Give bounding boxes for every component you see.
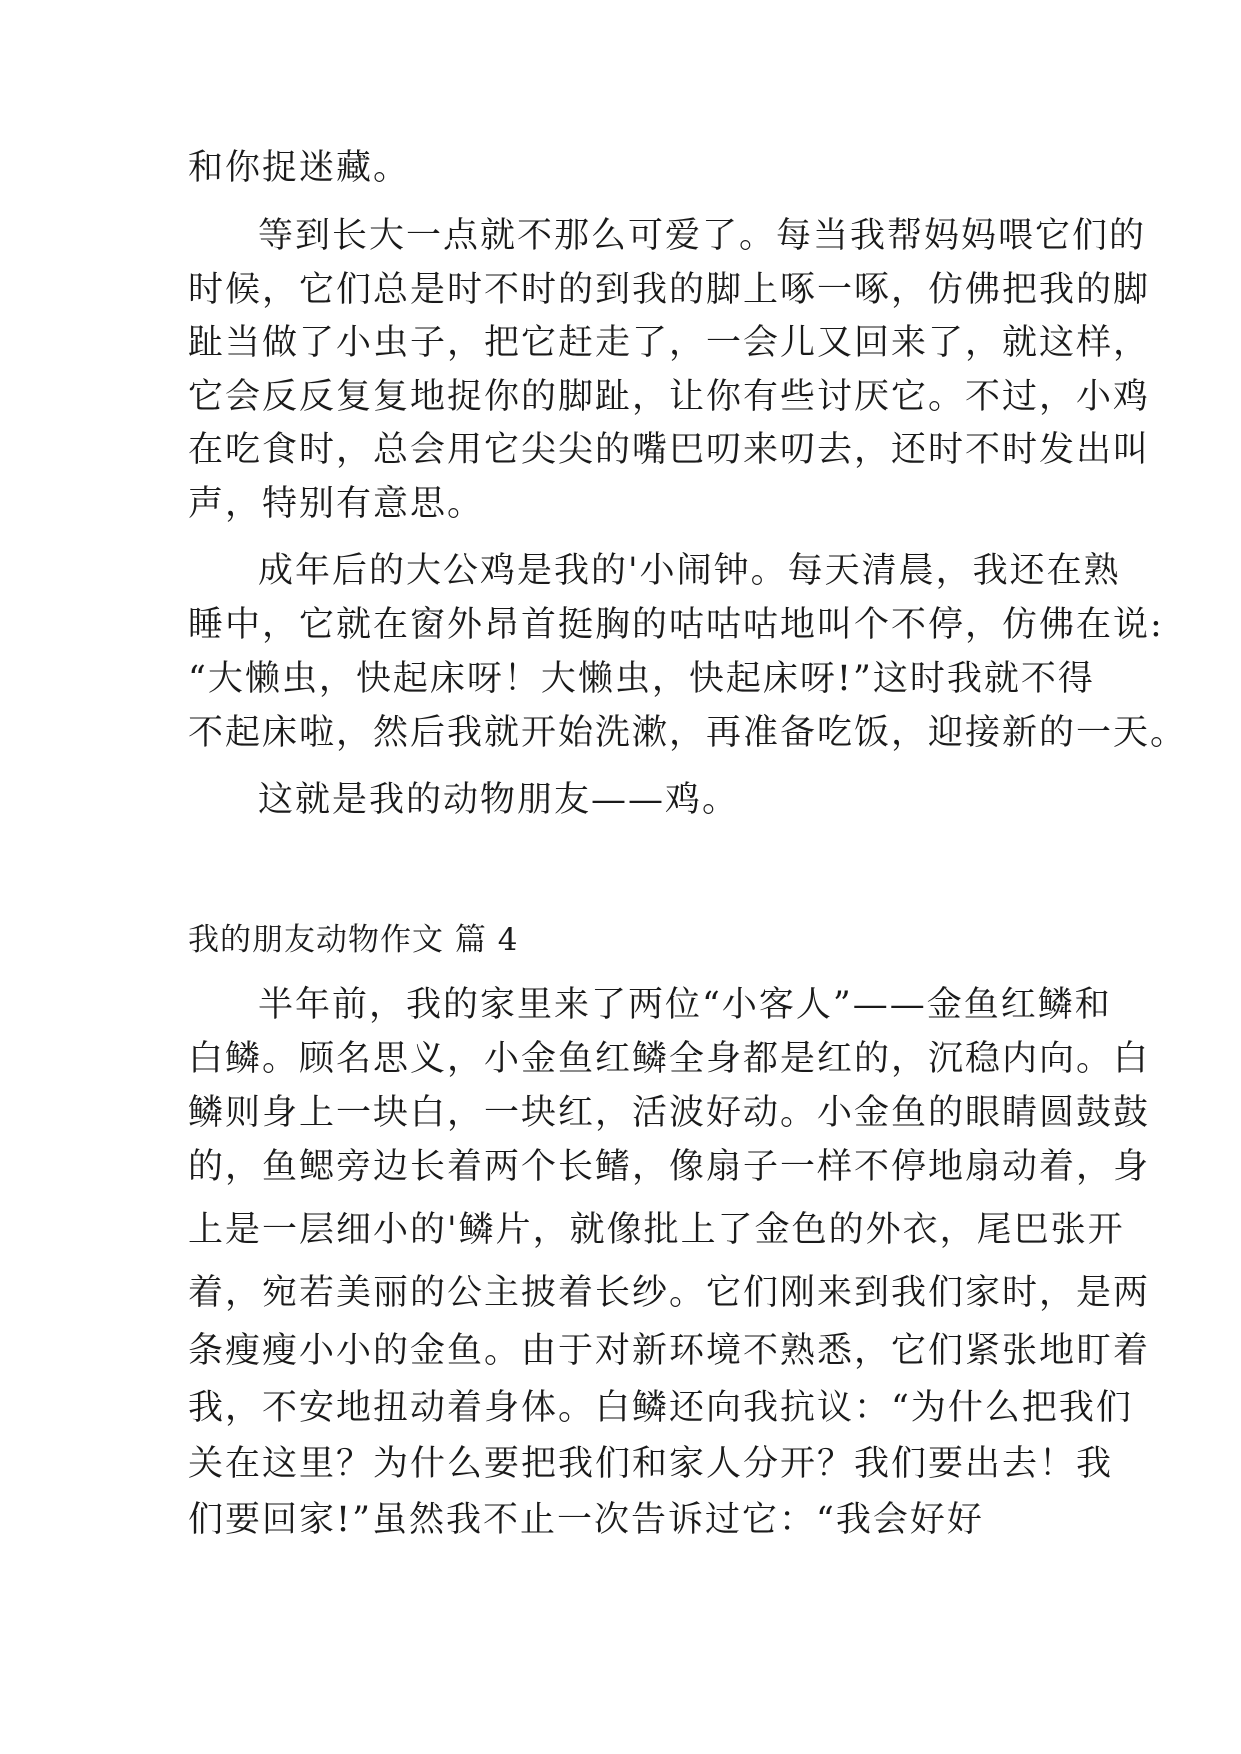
text-line: 上是一层细小的'鳞片，就像批上了金色的外衣，尾巴张开 <box>188 1210 1125 1250</box>
text-line: 我，不安地扭动着身体。白鳞还向我抗议：“为什么把我们 <box>188 1388 1133 1428</box>
text-line: 们要回家!”虽然我不止一次告诉过它：“我会好好 <box>188 1500 984 1540</box>
text-line: 和你捉迷藏。 <box>188 148 411 188</box>
text-line: 趾当做了小虫子，把它赶走了，一会儿又回来了，就这样， <box>188 323 1151 363</box>
text-line: 的，鱼鳃旁边长着两个长鳍，像扇子一样不停地扇动着，身 <box>188 1147 1151 1187</box>
text-line: 白鳞。顾名思义，小金鱼红鳞全身都是红的，沉稳内向。白 <box>188 1039 1151 1079</box>
text-line: 睡中，它就在窗外昂首挺胸的咕咕咕地叫个不停，仿佛在说: <box>188 605 1164 645</box>
text-line: 声，特别有意思。 <box>188 484 485 524</box>
text-line: 它会反反复复地捉你的脚趾，让你有些讨厌它。不过，小鸡 <box>188 377 1151 417</box>
text-line: 不起床啦，然后我就开始洗漱，再准备吃饭，迎接新的一天。 <box>188 713 1188 753</box>
paragraph-start-line: 成年后的大公鸡是我的'小闹钟。每天清晨，我还在熟 <box>258 551 1121 591</box>
text-line: 条瘦瘦小小的金鱼。由于对新环境不熟悉，它们紧张地盯着 <box>188 1331 1151 1371</box>
text-line: 关在这里？为什么要把我们和家人分开？我们要出去！我 <box>188 1444 1114 1484</box>
paragraph-start-line: 这就是我的动物朋友——鸡。 <box>258 780 740 820</box>
text-line: “大懒虫，快起床呀！大懒虫，快起床呀!”这时我就不得 <box>188 659 1095 699</box>
text-line: 在吃食时，总会用它尖尖的嘴巴叨来叨去，还时不时发出叫 <box>188 430 1151 470</box>
text-line: 时候，它们总是时不时的到我的脚上啄一啄，仿佛把我的脚 <box>188 270 1151 310</box>
text-line: 着，宛若美丽的公主披着长纱。它们刚来到我们家时，是两 <box>188 1273 1151 1313</box>
text-line: 鳞则身上一块白，一块红，活波好动。小金鱼的眼睛圆鼓鼓 <box>188 1093 1151 1133</box>
paragraph-start-line: 等到长大一点就不那么可爱了。每当我帮妈妈喂它们的 <box>258 216 1147 256</box>
paragraph-start-line: 半年前，我的家里来了两位“小客人”——金鱼红鳞和 <box>258 985 1112 1025</box>
section-heading: 我的朋友动物作文 篇 4 <box>188 922 519 958</box>
